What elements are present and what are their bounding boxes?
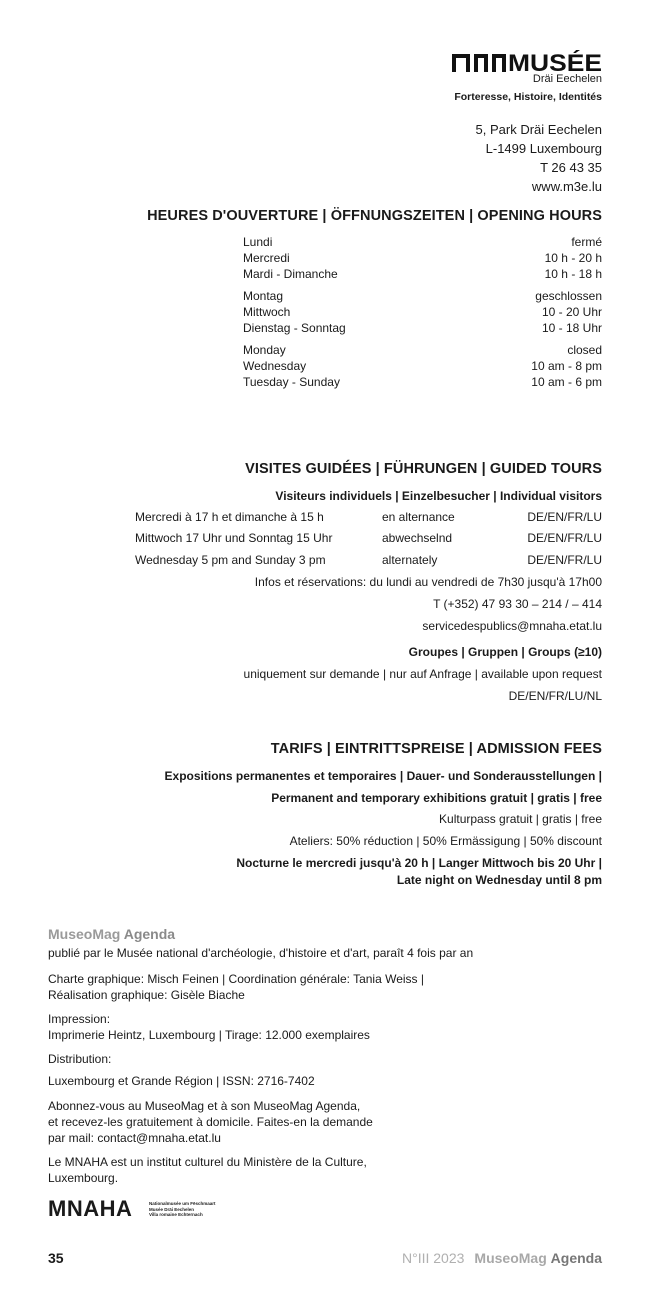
hours-time: 10 am - 6 pm [531,375,602,389]
colophon-design [48,971,424,1003]
hours-row [243,320,602,336]
fees-kulturpass: Kulturpass gratuit | gratis | free [439,812,602,826]
tour-frequency-fr: en alternance [382,510,455,524]
tour-schedule-en: Wednesday 5 pm and Sunday 3 pm [135,553,326,567]
hours-row [243,250,602,266]
tour-schedule-fr: Mercredi à 17 h et dimanche à 15 h [135,510,324,524]
fees-heading: TARIFS | EINTRITTSPREISE | ADMISSION FEES [270,741,602,757]
mnaha-institution: Villa romaine Echternach [149,1212,203,1217]
hours-day: Montag [243,289,284,303]
mnaha-logo-institutions [149,1201,216,1218]
hours-time: closed [567,343,602,357]
groups-languages: DE/EN/FR/LU/NL [508,689,602,703]
colophon-design-line1: Charte graphique: Misch Feinen | Coordination générale: Tania Weiss | [48,972,425,986]
tour-schedule-de: Mittwoch 17 Uhr und Sonntag 15 Uhr [135,531,333,545]
hours-row [243,374,602,390]
tours-phone: T (+352) 47 93 30 – 214 / – 414 [433,597,602,611]
fees-nocturne: Nocturne le mercredi jusqu'à 20 h | Langer Mittwoch bis 20 Uhr | [236,856,602,870]
colophon-design-line2: Réalisation graphique: Gisèle Biache [48,988,245,1002]
colophon-title-museomag: MuseoMag [48,926,121,942]
hours-time: 10 h - 20 h [544,251,602,265]
address-block [476,120,602,196]
fees-exhibitions-free: Permanent and temporary exhibitions gratuit | gratis | free [271,791,602,805]
hours-row [243,342,602,358]
footer-mag: MuseoMag [474,1250,547,1266]
logo-tagline: Forteresse, Histoire, Identités [454,91,602,103]
colophon-print-text: Imprimerie Heintz, Luxembourg | Tirage: 12.000 exemplaires [48,1028,370,1042]
hours-time: fermé [571,235,602,249]
hours-row [243,266,602,282]
tours-individual-heading: Visiteurs individuels | Einzelbesucher | Individual visitors [275,489,602,503]
tours-email[interactable]: servicedespublics@mnaha.etat.lu [422,619,602,633]
fees-ateliers: Ateliers: 50% réduction | 50% Ermässigung | 50% discount [289,834,602,848]
hours-time: 10 - 20 Uhr [541,305,602,319]
fees-late-night: Late night on Wednesday until 8 pm [396,873,602,887]
hours-day: Tuesday - Sunday [243,375,340,389]
address-city: L-1499 Luxembourg [485,141,602,156]
logo-subtitle: Dräi Eechelen [532,73,602,85]
mnaha-logo: MNAHA [48,1196,133,1221]
colophon-subscribe [48,1098,373,1146]
colophon-subscribe-line1: Abonnez-vous au MuseoMag et à son MuseoMag Agenda, [48,1099,361,1113]
hours-time: 10 am - 8 pm [531,359,602,373]
groups-text: uniquement sur demande | nur auf Anfrage | available upon request [243,667,602,681]
hours-time: 10 h - 18 h [544,267,602,281]
colophon-mnaha-line1: Le MNAHA est un institut culturel du Ministère de la Culture, [48,1155,367,1169]
address-website[interactable]: www.m3e.lu [531,179,602,194]
tours-heading: VISITES GUIDÉES | FÜHRUNGEN | GUIDED TOURS [245,461,602,477]
tour-languages-de: DE/EN/FR/LU [527,531,602,545]
tours-infos: Infos et réservations: du lundi au vendredi de 7h30 jusqu'à 17h00 [254,575,602,589]
colophon-print-label: Impression: [48,1012,111,1026]
colophon-subscribe-line2: et recevez-les gratuitement à domicile. Faites-en la demande [48,1115,373,1129]
colophon-title-agenda: Agenda [123,926,176,942]
colophon-mnaha [48,1154,367,1186]
hours-row [243,234,602,250]
footer-issue: N°III 2023 [402,1250,465,1266]
colophon-distribution-label: Distribution: [48,1052,112,1066]
tour-frequency-en: alternately [382,553,438,567]
footer-agenda: Agenda [550,1250,602,1266]
colophon-publisher: publié par le Musée national d'archéologie, d'histoire et d'art, paraît 4 fois par an [48,946,474,960]
address-phone: T 26 43 35 [540,160,602,175]
hours-row [243,288,602,304]
fees-exhibitions: Expositions permanentes et temporaires | Dauer- und Sonderausstellungen | [164,769,602,783]
hours-heading: HEURES D'OUVERTURE | ÖFFNUNGSZEITEN | OPENING HOURS [147,208,602,224]
hours-day: Wednesday [243,359,307,373]
tour-frequency-de: abwechselnd [382,531,453,545]
colophon-title [48,926,175,942]
mnaha-institution: Musée Dräi Eechelen [149,1206,195,1212]
hours-table [243,234,602,390]
colophon-subscribe-email[interactable]: par mail: contact@mnaha.etat.lu [48,1131,221,1145]
hours-row [243,358,602,374]
hours-time: 10 - 18 Uhr [541,321,602,335]
hours-time: geschlossen [535,289,602,303]
page-number: 35 [48,1250,64,1266]
hours-day: Dienstag - Sonntag [243,321,346,335]
groups-heading: Groupes | Gruppen | Groups (≥10) [408,645,602,659]
colophon-distribution-text: Luxembourg et Grande Région | ISSN: 2716-7402 [48,1074,315,1088]
musee-logo-mark [452,50,602,72]
hours-day: Monday [243,343,286,357]
hours-day: Mardi - Dimanche [243,267,338,281]
hours-day: Mercredi [243,251,290,265]
footer-issue-line [402,1250,602,1266]
logo-wordmark: MUSÉE [508,50,594,72]
tour-languages-en: DE/EN/FR/LU [527,553,602,567]
colophon-print [48,1011,370,1043]
hours-row [243,304,602,320]
hours-day: Lundi [243,235,273,249]
address-street: 5, Park Dräi Eechelen [475,122,602,137]
mnaha-institution: Nationalmusée um Fëschmaart [149,1201,216,1206]
tour-languages-fr: DE/EN/FR/LU [527,510,602,524]
colophon-mnaha-line2: Luxembourg. [48,1171,119,1185]
hours-day: Mittwoch [243,305,291,319]
